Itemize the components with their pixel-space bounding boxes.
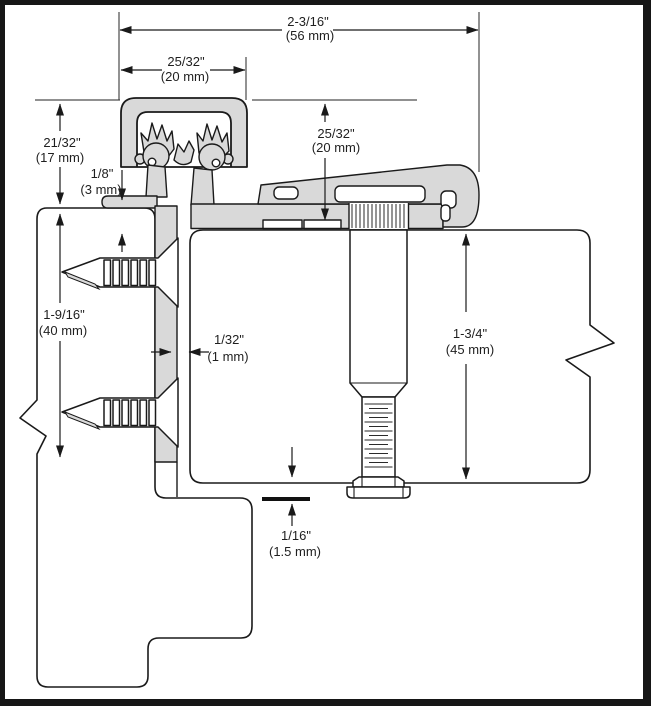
cover-clip-notch: [274, 187, 298, 199]
frame-leaf-length-metric: (40 mm): [38, 323, 88, 338]
gear-curl-right: [212, 159, 220, 167]
frame-door-offset-label: 1/8": [90, 166, 114, 181]
door-leaf-neck: [191, 168, 214, 205]
frame-leaf-flange: [102, 196, 157, 208]
overall-width-metric: (56 mm): [285, 28, 335, 43]
gear-mesh-teeth: [174, 141, 194, 165]
bolt-body: [350, 230, 407, 397]
endcap-notch-2: [441, 205, 450, 221]
cap-width-metric: (20 mm): [160, 69, 210, 84]
bolt-nut: [353, 477, 404, 487]
frame-door-offset-metric: (3 mm): [80, 182, 122, 197]
frame-top-offset-label: 21/32": [43, 135, 81, 150]
dimension-frame-top-offset: [36, 104, 84, 204]
door-bottom-gap-label: 1/16": [281, 528, 311, 543]
gear-leaf-right: [174, 124, 229, 205]
overall-width-label: 2-3/16": [287, 14, 329, 29]
door-thickness-label: 1-3/4": [452, 326, 488, 341]
leaf-door-gap-metric: (1 mm): [207, 349, 249, 364]
frame-leaf-length-label: 1-9/16": [43, 307, 85, 322]
frame-leaf-neck: [146, 165, 167, 197]
cap-to-leaf-metric: (20 mm): [311, 140, 361, 155]
leaf-door-gap-label: 1/32": [214, 332, 244, 347]
door-bottom-gap-metric: (1.5 mm): [269, 544, 321, 559]
web-notch-1: [263, 220, 302, 229]
cap-width-label: 25/32": [167, 54, 205, 69]
dimension-cap-width: [121, 54, 245, 84]
bolt-head-plate: [347, 487, 410, 498]
cap-to-leaf-label: 25/32": [317, 126, 355, 141]
door-thickness-metric: (45 mm): [445, 342, 495, 357]
web-notch-2: [304, 220, 341, 229]
gear-leaf-left: [141, 123, 174, 197]
dimension-overall-width: [120, 14, 478, 43]
cover-slot: [335, 186, 425, 202]
door-leaf: [191, 165, 479, 229]
frame-top-offset-metric: (17 mm): [35, 150, 85, 165]
